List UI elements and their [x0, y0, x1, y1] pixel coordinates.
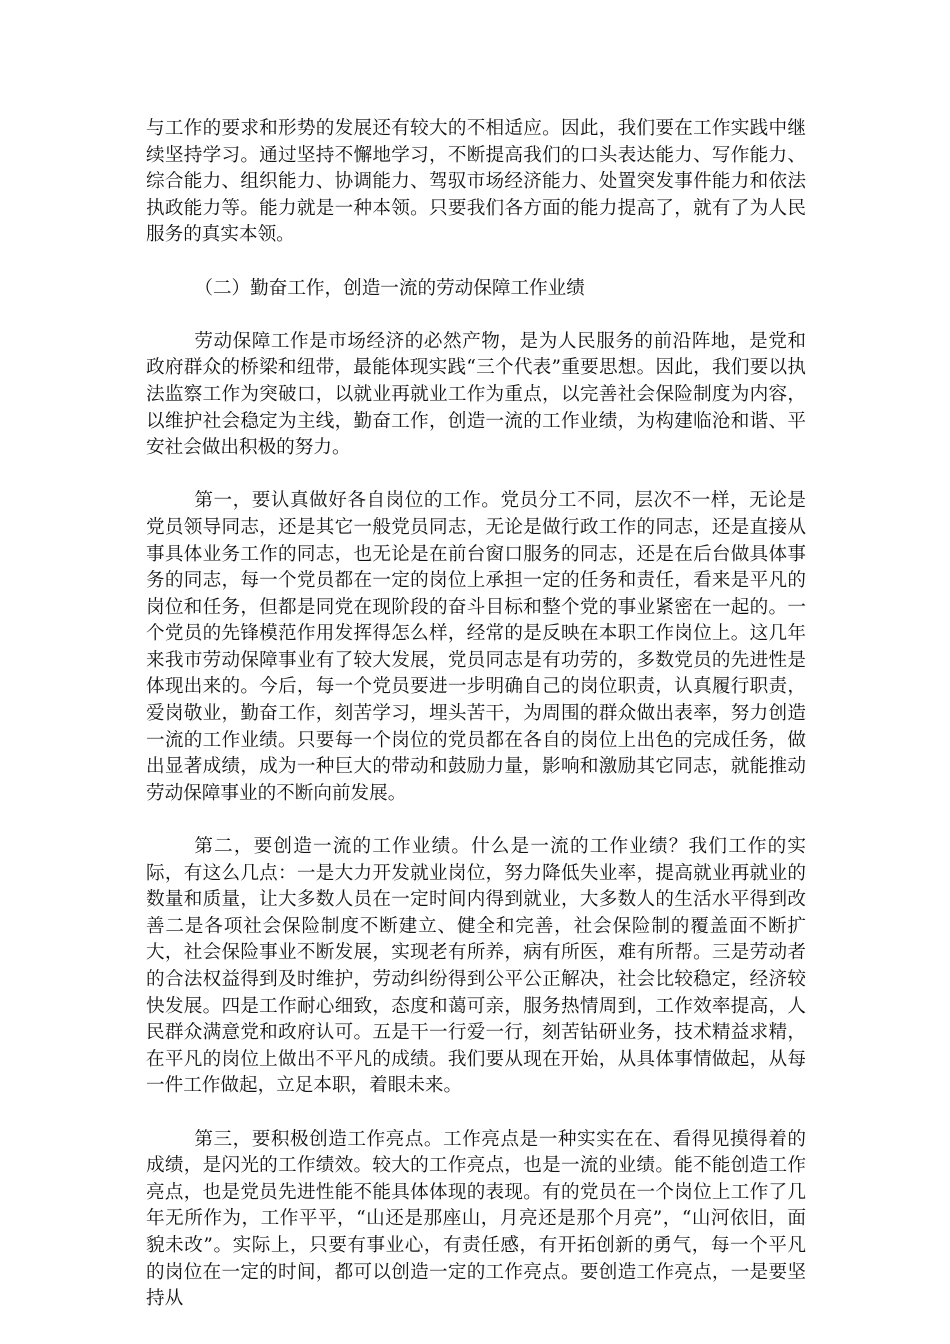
paragraph-continuation: 与工作的要求和形势的发展还有较大的不相适应。因此，我们要在工作实践中继续坚持学习。通过坚持不懈地学习，不断提高我们的口头表达能力、写作能力、综合能力、组织能力、协调能力、驾驭市场经济能力、处置突发事件能力和依法执政能力等。能力就是一种本领。只要我们各方面的能力提高了，就有了为人民服务的真实本领。	[146, 118, 806, 246]
paragraph-labor-security: 劳动保障工作是市场经济的必然产物，是为人民服务的前沿阵地，是党和政府群众的桥梁和纽带，最能体现实践“三个代表”重要思想。因此，我们要以执法监察工作为突破口，以就业再就业工作为重点，以完善社会保险制度为内容，以维护社会稳定为主线，勤奋工作，创造一流的工作业绩，为构建临沧和谐、平安社会做出积极的努力。	[146, 330, 806, 459]
paragraph-first: 第一，要认真做好各自岗位的工作。党员分工不同，层次不一样，无论是党员领导同志，还是其它一般党员同志，无论是做行政工作的同志，还是直接从事具体业务工作的同志，也无论是在前台窗口服务的同志，还是在后台做具体事务的同志，每一个党员都在一定的岗位上承担一定的任务和责任，看来是平凡的岗位和任务，但都是同党在现阶段的奋斗目标和整个党的事业紧密在一起的。一个党员的先锋模范作用发挥得怎么样，经常的是反映在本职工作岗位上。这几年来我市劳动保障事业有了较大发展，党员同志是有功劳的，多数党员的先进性是体现出来的。今后，每一个党员要进一步明确自己的岗位职责，认真履行职责，爱岗敬业，勤奋工作，刻苦学习，埋头苦干，为周围的群众做出表率，努力创造一流的工作业绩。只要每一个岗位的党员都在各自的岗位上出色的完成任务，做出显著成绩，成为一种巨大的带动和鼓励力量，影响和激励其它同志，就能推动劳动保障事业的不断向前发展。	[146, 490, 806, 804]
paragraph-third: 第三，要积极创造工作亮点。工作亮点是一种实实在在、看得见摸得着的成绩，是闪光的工作绩效。较大的工作亮点，也是一流的业绩。能不能创造工作亮点，也是党员先进性能不能具体体现的表现。有的党员在一个岗位上工作了几年无所作为，工作平平，“山还是那座山，月亮还是那个月亮”，“山河依旧，面貌未改”。实际上，只要有事业心，有责任感，有开拓创新的勇气，每一个平凡的岗位在一定的时间，都可以创造一定的工作亮点。要创造工作亮点，一是要坚持从	[146, 1128, 806, 1310]
section-heading: （二）勤奋工作，创造一流的劳动保障工作业绩	[194, 277, 585, 299]
paragraph-second: 第二，要创造一流的工作业绩。什么是一流的工作业绩？我们工作的实际，有这么几点：一是大力开发就业岗位，努力降低失业率，提高就业再就业的数量和质量，让大多数人员在一定时间内得到就业，大多数人的生活水平得到改善二是各项社会保险制度不断建立、健全和完善，社会保险制的覆盖面不断扩大，社会保险事业不断发展，实现老有所养，病有所医，难有所帮。三是劳动者的合法权益得到及时维护，劳动纠纷得到公平公正解决，社会比较稳定，经济较快发展。四是工作耐心细致，态度和蔼可亲，服务热情周到，工作效率提高，人民群众满意党和政府认可。五是干一行爱一行，刻苦钻研业务，技术精益求精，在平凡的岗位上做出不平凡的成绩。我们要从现在开始，从具体事情做起，从每一件工作做起，立足本职，着眼未来。	[146, 836, 806, 1097]
document-page	[146, 116, 806, 1313]
